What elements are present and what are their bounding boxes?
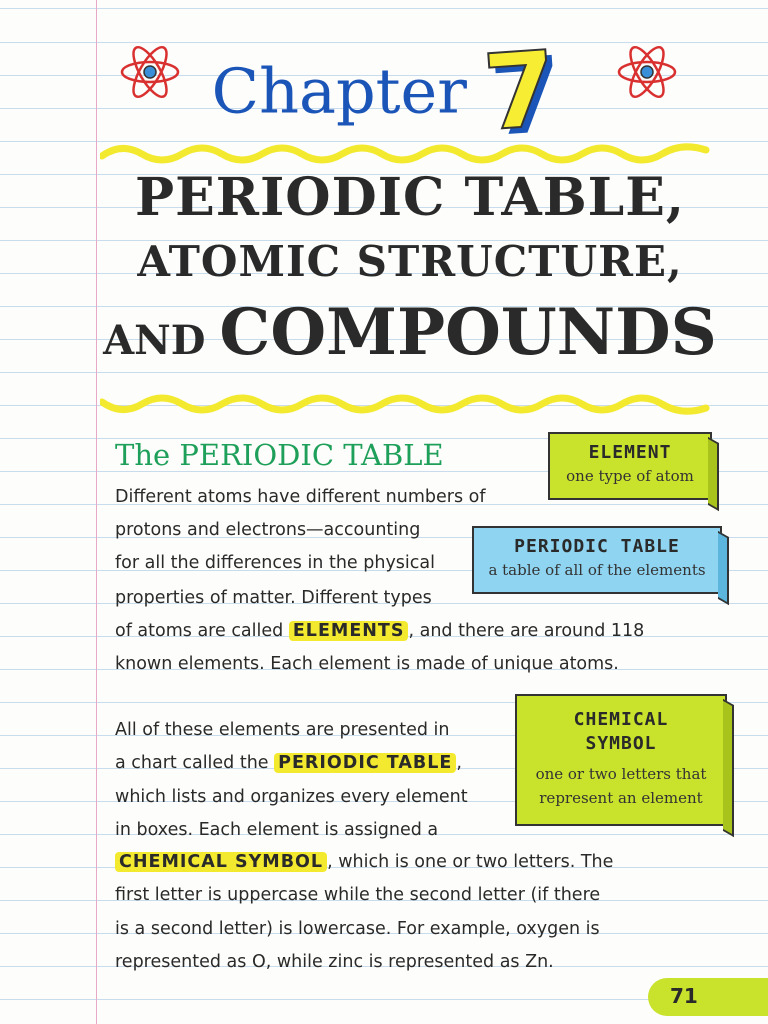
para1-line-2: protons and electrons—accounting <box>115 520 421 540</box>
section-heading: The PERIODIC TABLE <box>115 438 444 472</box>
notebook-margin-line <box>96 0 97 1024</box>
para1-line-5 <box>115 619 644 643</box>
para1-line-4: properties of matter. Different types <box>115 588 432 608</box>
para2-line-2-start: a chart called the <box>115 753 269 773</box>
box-symbol-term-line-1: CHEMICAL <box>573 709 669 730</box>
para2-line-5 <box>115 850 613 874</box>
box-symbol-def-line-2: represent an element <box>539 789 703 807</box>
chapter-number: 7 <box>479 27 561 155</box>
title-line-3 <box>100 293 720 389</box>
para1-line-1: Different atoms have different numbers of <box>115 487 486 507</box>
box-symbol-term <box>517 708 725 756</box>
wavy-divider-top <box>100 138 710 168</box>
chapter-heading <box>0 27 768 155</box>
para2-line-3: which lists and organizes every element <box>115 787 468 807</box>
definition-box-chemical-symbol <box>515 694 727 826</box>
definition-box-element <box>548 432 712 500</box>
para2-line-5-end: , which is one or two letters. The <box>327 852 614 872</box>
box-symbol-term-line-2: SYMBOL <box>585 733 657 754</box>
definition-box-periodic-table <box>472 526 722 594</box>
para2-line-8: represented as O, while zinc is represented as Zn. <box>115 952 554 972</box>
para2-line-6: first letter is uppercase while the second letter (if there <box>115 885 601 905</box>
title-line-1: PERIODIC TABLE, <box>135 167 685 228</box>
para1-line-5-start: of atoms are called <box>115 621 284 641</box>
title-and: AND <box>103 317 206 364</box>
box-element-def: one type of atom <box>566 467 694 485</box>
highlight-chemical-symbol: CHEMICAL SYMBOL <box>115 852 327 872</box>
title-compounds: COMPOUNDS <box>219 295 717 370</box>
para1-line-3: for all the differences in the physical <box>115 553 435 573</box>
para2-line-1: All of these elements are presented in <box>115 720 450 740</box>
para2-line-7: is a second letter) is lowercase. For example, oxygen is <box>115 919 600 939</box>
para2-line-4: in boxes. Each element is assigned a <box>115 820 439 840</box>
highlight-periodic-table: PERIODIC TABLE <box>274 753 456 773</box>
title-line-2: ATOMIC STRUCTURE, <box>137 237 683 286</box>
box-symbol-def <box>517 762 725 810</box>
chapter-word: Chapter <box>211 54 467 128</box>
para1-line-6: known elements. Each element is made of unique atoms. <box>115 654 619 674</box>
page-number: 71 <box>670 984 698 1008</box>
para2-line-2 <box>115 751 462 775</box>
highlight-elements: ELEMENTS <box>289 621 409 641</box>
chapter-title <box>100 165 720 389</box>
para2-line-2-end: , <box>456 753 462 773</box>
page-number-tab <box>648 978 768 1016</box>
box-periodic-term: PERIODIC TABLE <box>514 536 680 557</box>
wavy-divider-bottom <box>100 390 710 420</box>
box-periodic-def: a table of all of the elements <box>488 561 706 579</box>
box-symbol-def-line-1: one or two letters that <box>535 765 707 783</box>
para1-line-5-end: , and there are around 118 <box>408 621 645 641</box>
box-element-term: ELEMENT <box>588 442 672 463</box>
